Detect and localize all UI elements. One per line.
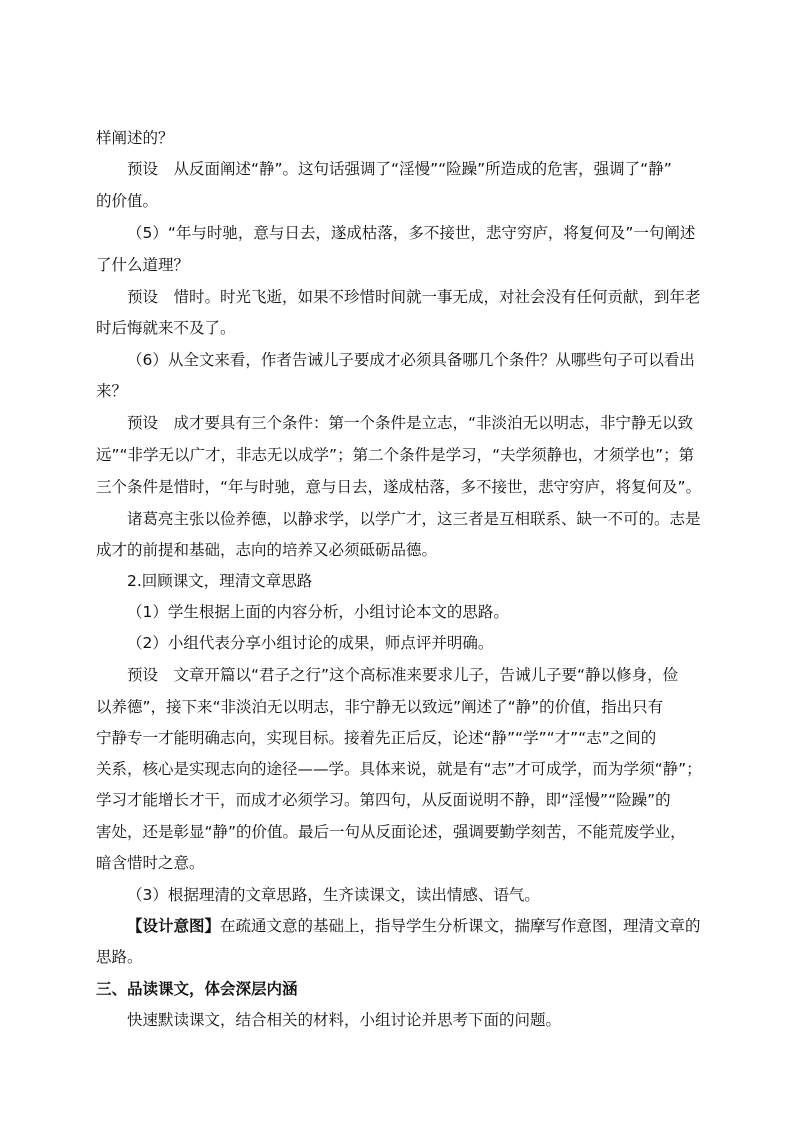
text-line: （5）“年与时驰，意与日去，遂成枯落，多不接世，悲守穷庐，将复何及”一句阐述 xyxy=(127,224,696,242)
text-line: 三个条件是惜时，“年与时驰，意与日去，遂成枯落，多不接世，悲守穷庐，将复何及”。 xyxy=(96,478,702,496)
text-line: 学习才能增长才干，而成才必须学习。第四句，从反面说明不静，即“淫慢”“险躁”的 xyxy=(96,791,671,809)
text-line: 了什么道理？ xyxy=(96,256,190,274)
text-line: 思路。 xyxy=(96,948,143,966)
text-line: 预设 从反面阐述“静”。这句话强调了“淫慢”“险躁”所造成的危害，强调了“静” xyxy=(127,160,672,178)
text-line: 时后悔就来不及了。 xyxy=(96,319,236,337)
text-line: 害处，还是彰显“静”的价值。最后一句从反面论述，强调要勤学刻苦，不能荒废学业， xyxy=(96,823,686,841)
text-line: 成才的前提和基础，志向的培养又必须砥砺品德。 xyxy=(96,541,438,559)
text-line: 诸葛亮主张以俭养德，以静求学，以学广才，这三者是互相联系、缺一不可的。志是 xyxy=(127,510,701,528)
design-intent-text: 在疏通文意的基础上，指导学生分析课文，揣摩写作意图，理清文章的 xyxy=(220,917,701,935)
text-line: （1）学生根据上面的内容分析，小组讨论本文的思路。 xyxy=(127,603,509,621)
text-line: 来？ xyxy=(96,382,128,400)
text-line: 以养德”，接下来“非淡泊无以明志，非宁静无以致远”阐述了“静”的价值，指出只有 xyxy=(96,698,664,716)
section-subheading: 2.回顾课文，理清文章思路 xyxy=(127,572,313,590)
design-intent-label: 【设计意图】 xyxy=(127,917,221,935)
text-line: （2）小组代表分享小组讨论的成果，师点评并明确。 xyxy=(127,634,494,652)
design-intent-line xyxy=(127,911,701,941)
text-line: 暗含惜时之意。 xyxy=(96,854,205,872)
text-line: （6）从全文来看，作者告诫儿子要成才必须具备哪几个条件？从哪些句子可以看出 xyxy=(127,351,695,369)
text-line: 的价值。 xyxy=(96,192,159,210)
text-line: 预设 惜时。时光飞逝，如果不珍惜时间就一事无成，对社会没有任何贡献，到年老 xyxy=(127,288,701,306)
text-line: 远”“非学无以广才，非志无以成学”；第二个条件是学习，“夫学须静也，才须学也”；第 xyxy=(96,446,695,464)
text-line: （3）根据理清的文章思路，生齐读课文，读出情感、语气。 xyxy=(127,886,540,904)
text-line: 宁静专一才能明确志向，实现目标。接着先正后反，论述“静”“学”“才”“志”之间的 xyxy=(96,729,657,747)
text-line: 快速默读课文，结合相关的材料，小组讨论并思考下面的问题。 xyxy=(127,1011,562,1029)
text-line: 样阐述的？ xyxy=(96,129,174,147)
text-line: 预设 文章开篇以“君子之行”这个高标准来要求儿子，告诫儿子要“静以修身，俭 xyxy=(127,666,679,684)
section-heading: 三、品读课文，体会深层内涵 xyxy=(96,980,298,998)
text-line: 关系，核心是实现志向的途径——学。具体来说，就是有“志”才可成学，而为学须“静”； xyxy=(96,760,702,778)
text-line: 预设 成才要具有三个条件：第一个条件是立志，“非淡泊无以明志，非宁静无以致 xyxy=(127,414,694,432)
